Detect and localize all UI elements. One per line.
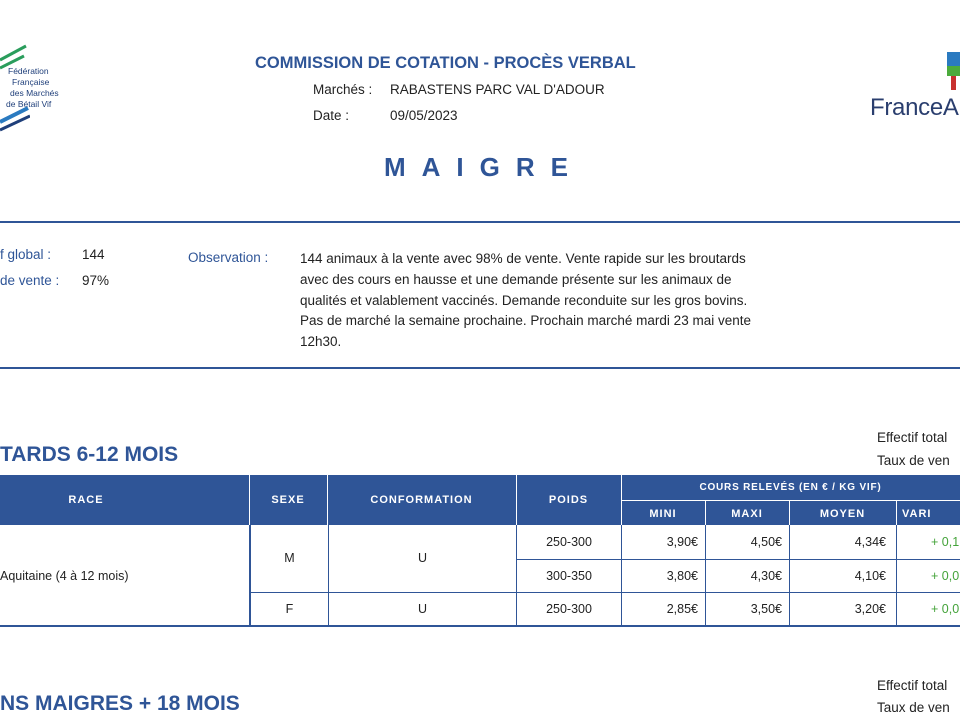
observation-label: Observation : [188, 250, 269, 265]
date-value: 09/05/2023 [390, 108, 458, 123]
taux-vente-value: 97% [82, 273, 110, 288]
brand-mark-icon [947, 52, 960, 90]
header-divider [621, 500, 960, 501]
table-border [516, 559, 960, 560]
section2-taux-label: Taux de ven [877, 700, 950, 715]
maxi-cell: 4,30€ [750, 569, 782, 583]
variation-cell: + 0,1 [931, 535, 960, 549]
moyen-cell: 3,20€ [854, 602, 886, 616]
date-label: Date : [313, 108, 350, 123]
table-bottom-border [0, 625, 960, 627]
cotation-table [0, 475, 960, 627]
col-header-variation: VARI [902, 508, 932, 520]
federation-logo-text [4, 66, 59, 110]
mini-cell: 3,90€ [666, 535, 698, 549]
variation-cell: + 0,0 [931, 602, 960, 616]
mini-cell: 2,85€ [666, 602, 698, 616]
moyen-cell: 4,10€ [854, 569, 886, 583]
col-header-mini: MINI [649, 508, 677, 520]
section1-taux-label: Taux de ven [877, 453, 950, 468]
col-header-sexe: SEXE [271, 494, 305, 506]
conformation-cell: U [417, 551, 428, 565]
divider-middle [0, 367, 960, 369]
race-cell: Aquitaine (4 à 12 mois) [0, 569, 129, 583]
poids-cell: 250-300 [546, 602, 592, 616]
maxi-cell: 4,50€ [750, 535, 782, 549]
divider-top [0, 221, 960, 223]
moyen-cell: 4,34€ [854, 535, 886, 549]
col-header-moyen: MOYEN [819, 508, 866, 520]
variation-cell: + 0,0 [931, 569, 960, 583]
section-title-broutards: TARDS 6-12 MOIS [0, 443, 179, 466]
logo-line-1: Fédération [8, 66, 49, 76]
section-title-maigres: NS MAIGRES + 18 MOIS [0, 692, 240, 715]
category-heading: MAIGRE [384, 152, 584, 182]
table-border [249, 592, 960, 593]
effectif-global-value: 144 [82, 247, 105, 262]
col-header-race: RACE [68, 494, 104, 506]
col-header-cours: COURS RELEVÉS (EN € / KG VIF) [699, 482, 882, 493]
table-border [896, 525, 897, 627]
taux-vente-label: de vente : [0, 273, 60, 288]
col-header-poids: POIDS [548, 494, 589, 506]
sexe-cell: F [285, 602, 294, 616]
col-header-conformation: CONFORMATION [370, 494, 473, 506]
market-label: Marchés : [313, 82, 373, 97]
page-title: COMMISSION DE COTATION - PROCÈS VERBAL [255, 54, 636, 72]
logo-line-4: de Bétail Vif [6, 99, 52, 109]
maxi-cell: 3,50€ [750, 602, 782, 616]
effectif-global-label: f global : [0, 247, 52, 262]
col-header-maxi: MAXI [731, 508, 763, 520]
brand-wordmark: FranceA [870, 94, 959, 121]
section2-effectif-label: Effectif total [877, 678, 948, 693]
logo-line-2: Française [12, 77, 50, 87]
logo-line-3: des Marchés [10, 88, 59, 98]
sexe-cell: M [284, 551, 295, 565]
market-value: RABASTENS PARC VAL D'ADOUR [390, 82, 605, 97]
franceagrimer-logo [868, 50, 960, 130]
observation-text: 144 animaux à la vente avec 98% de vente. Vente rapide sur les broutards avec des cours en hausse et une demande présente sur les animaux de qualités et valablement vaccinés. Demande reconduite sur les gros bovins. Pas de marché la semaine prochaine. Prochain marché mardi 23 mai vente 12h30. [300, 251, 751, 350]
mini-cell: 3,80€ [666, 569, 698, 583]
conformation-cell: U [417, 602, 428, 616]
poids-cell: 250-300 [546, 535, 592, 549]
section1-effectif-label: Effectif total [877, 430, 948, 445]
federation-logo [0, 44, 70, 134]
poids-cell: 300-350 [546, 569, 592, 583]
